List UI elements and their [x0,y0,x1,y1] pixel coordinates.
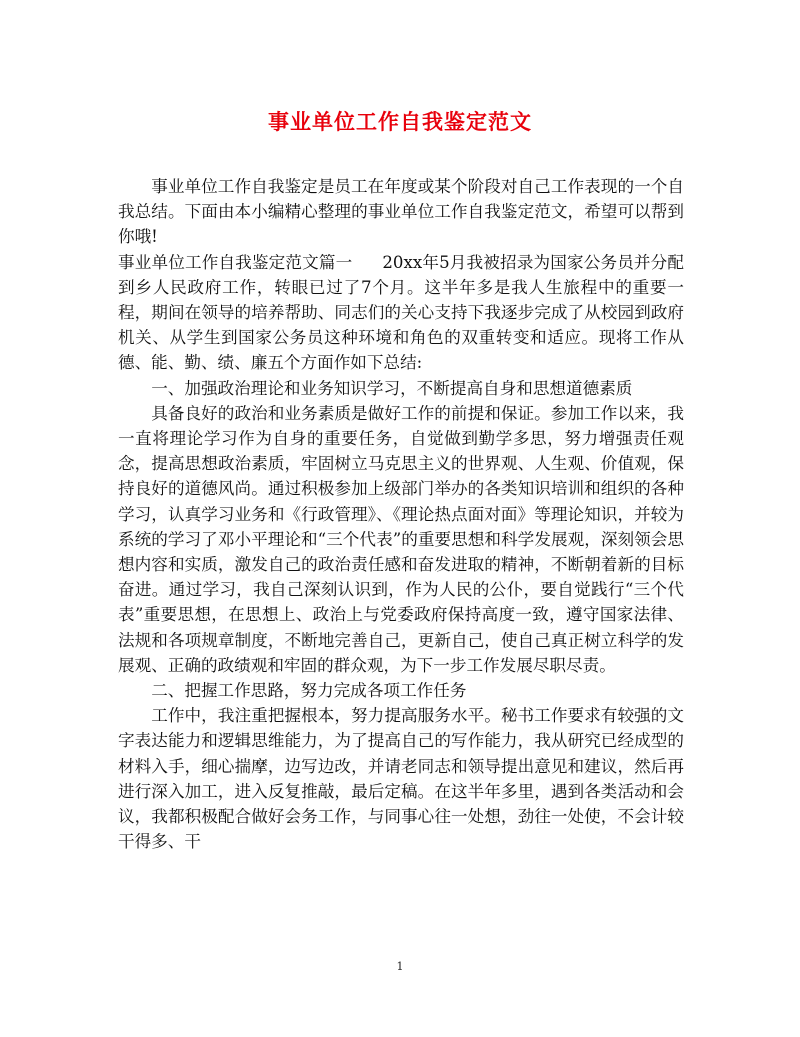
section-1-heading: 一、加强政治理论和业务知识学习，不断提高自身和思想道德素质 [151,378,633,398]
intro-paragraph: 事业单位工作自我鉴定是员工在年度或某个阶段对自己工作表现的一个自我总结。下面由本小编精心整理的事业单位工作自我鉴定范文，希望可以帮到你哦! [118,177,684,247]
section-2-heading: 二、把握工作思路，努力完成各项工作任务 [151,681,467,701]
document-title: 事业单位工作自我鉴定范文 [268,109,532,134]
article-label: 事业单位工作自我鉴定范文篇一 [118,252,353,272]
section-1-body: 具备良好的政治和业务素质是做好工作的前提和保证。参加工作以来，我一直将理论学习作为自身的重要任务，自觉做到勤学多思，努力增强责任观念，提高思想政治素质，牢固树立马克思主义的世界观、人生观、价值观，保持良好的道德风尚。通过积极参加上级部门举办的各类知识培训和组织的各种学习，认真学习业务和《行政管理》、《理论热点面对面》等理论知识，并较为系统的学习了邓小平理论和“三个代表”的重要思想和科学发展观，深刻领会思想内容和实质，激发自己的政治责任感和奋发进取的精神，不断朝着新的目标奋进。通过学习，我自己深刻认识到，作为人民的公仆，要自觉践行“三个代表”重要思想，在思想上、政治上与党委政府保持高度一致，遵守国家法律、法规和各项规章制度，不断地完善自己，更新自己，使自己真正树立科学的发展观、正确的政绩观和牢固的群众观，为下一步工作发展尽职尽责。 [118,403,684,675]
article-first-paragraph [118,250,684,376]
document-body [118,174,684,854]
article-first-text: 20xx年5月我被招录为国家公务员并分配到乡人民政府工作，转眼已过了7个月。这半年多是我人生旅程中的重要一程，期间在领导的培养帮助、同志们的关心支持下我逐步完成了从校园到政府机关、从学生到国家公务员这种环境和角色的双重转变和适应。现将工作从德、能、勤、绩、廉五个方面作如下总结: [118,252,685,373]
page-number: 1 [396,960,404,973]
section-2-body: 工作中，我注重把握根本，努力提高服务水平。秘书工作要求有较强的文字表达能力和逻辑思维能力，为了提高自己的写作能力，我从研究已经成型的材料入手，细心揣摩，边写边改，并请老同志和领导提出意见和建议，然后再进行深入加工，进入反复推敲，最后定稿。在这半年多里，遇到各类活动和会议，我都积极配合做好会务工作，与同事心往一处想，劲往一处使，不会计较干得多、干 [118,706,684,852]
